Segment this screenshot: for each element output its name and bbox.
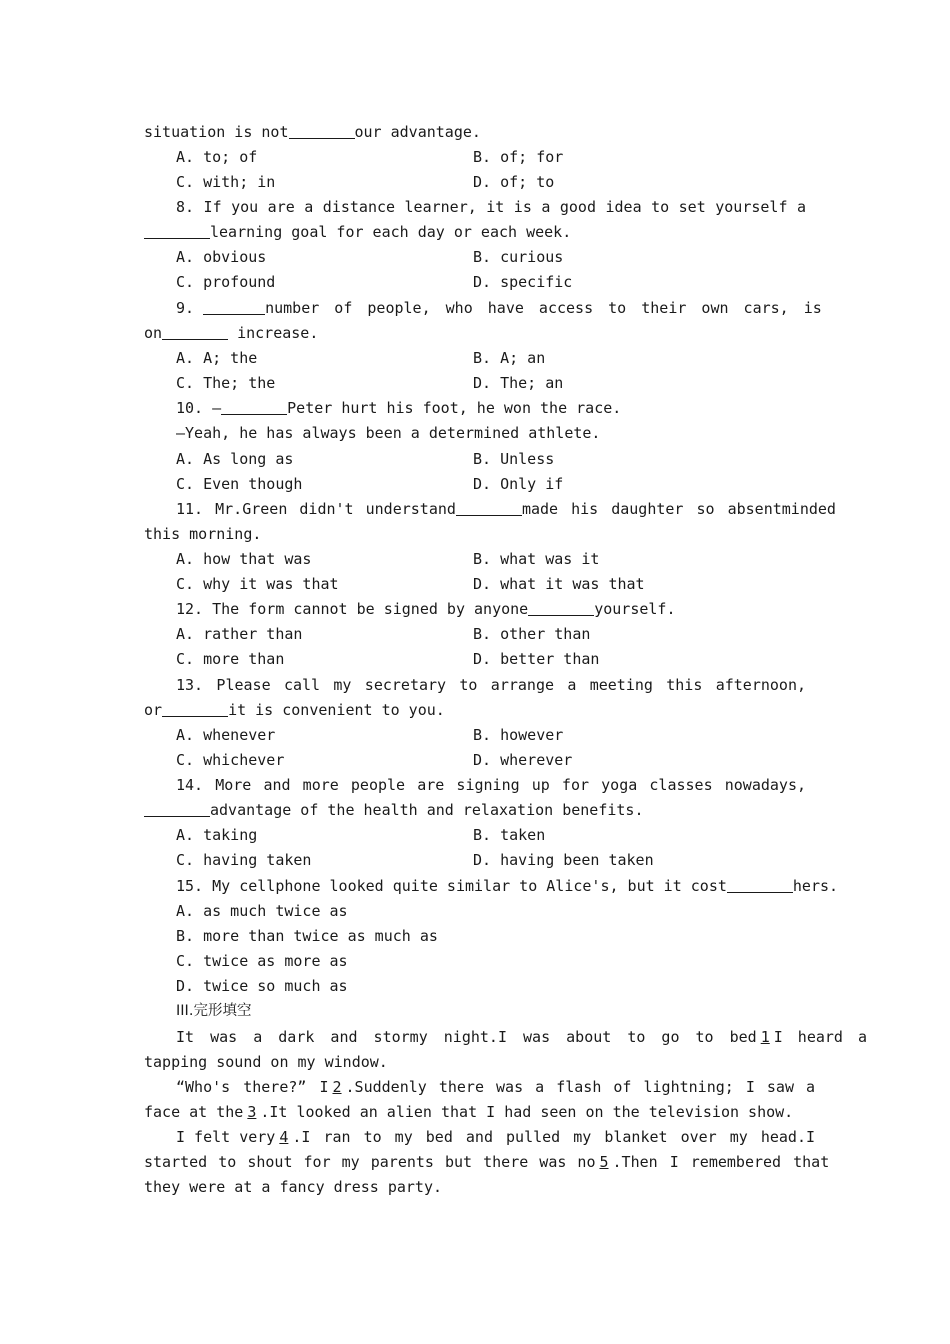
cloze-line-4 <box>144 1100 806 1125</box>
q14-option-c: C. having taken <box>176 851 312 869</box>
q11-blank <box>456 500 522 516</box>
q7-text-a: situation is not <box>144 123 289 141</box>
q7-option-a: A. to; of <box>176 148 258 166</box>
q8-option-d: D. specific <box>473 273 573 291</box>
q10-option-c: C. Even though <box>176 475 303 493</box>
q11-options-row1 <box>176 547 806 572</box>
section-3-heading: III.完形填空 <box>176 1003 252 1019</box>
q12-option-b: B. other than <box>473 625 591 643</box>
q9-option-b: B. A; an <box>473 349 546 367</box>
q14-option-a: A. taking <box>176 826 258 844</box>
q10-option-b: B. Unless <box>473 450 555 468</box>
q15-option-b: B. more than twice as much as <box>176 927 438 945</box>
q8-option-b: B. curious <box>473 248 564 266</box>
q10-options-row1 <box>176 447 806 472</box>
q11-option-c: C. why it was that <box>176 575 339 593</box>
q12-option-d: D. better than <box>473 650 600 668</box>
cloze-text: I heard a <box>773 1028 868 1046</box>
q13-text-or: or <box>144 701 163 719</box>
cloze-line-1 <box>176 1025 868 1050</box>
q13-option-b: B. however <box>473 726 564 744</box>
q15-stem <box>176 874 839 899</box>
q12-text-a: 12. The form cannot be signed by anyone <box>176 600 529 618</box>
q7-options-row2 <box>176 170 806 195</box>
q12-text-b: yourself. <box>594 600 676 618</box>
cloze-text: started to shout for my parents but there was no <box>144 1153 596 1171</box>
q9-option-d: D. The; an <box>473 374 564 392</box>
q7-options-row1 <box>176 145 806 170</box>
q9-blank-2 <box>162 324 228 340</box>
q10-option-a: A. As long as <box>176 450 294 468</box>
q7-option-b: B. of; for <box>473 148 564 166</box>
q9-options-row1 <box>176 346 806 371</box>
q15-option-d: D. twice so much as <box>176 977 348 995</box>
q8-option-a: A. obvious <box>176 248 267 266</box>
q9-number: 9. <box>176 299 195 317</box>
q10-blank <box>221 399 287 415</box>
cloze-line-7: they were at a fancy dress party. <box>144 1178 443 1196</box>
cloze-text: “Who's there?” I <box>176 1078 329 1096</box>
q9-options-row2 <box>176 371 806 396</box>
q7-option-c: C. with; in <box>176 173 276 191</box>
q8-options-row2 <box>176 270 806 295</box>
cloze-text: .I ran to my bed and pulled my blanket over my head.I <box>292 1128 816 1146</box>
cloze-blank-1: 1 <box>760 1028 770 1046</box>
q11-text-a: 11. Mr.Green didn't understand <box>176 500 456 518</box>
cloze-line-6 <box>144 1150 830 1175</box>
cloze-line-5 <box>176 1125 816 1150</box>
q10-text-a: 10. — <box>176 399 222 417</box>
q8-stem-line2 <box>144 220 806 245</box>
q12-blank <box>528 600 594 616</box>
q13-option-c: C. whichever <box>176 751 285 769</box>
q13-option-d: D. wherever <box>473 751 573 769</box>
q11-stem-line2: this morning. <box>144 525 262 543</box>
q8-stem-line1: 8. If you are a distance learner, it is a good idea to set yourself a <box>176 198 806 216</box>
cloze-text: .Then I remembered that <box>612 1153 830 1171</box>
q12-options-row1 <box>176 622 806 647</box>
q14-options-row2 <box>176 848 806 873</box>
cloze-text: I felt very <box>176 1128 276 1146</box>
q9-option-a: A. A; the <box>176 349 258 367</box>
q11-option-b: B. what was it <box>473 550 600 568</box>
q11-text-b: made his daughter so absentminded <box>521 500 836 518</box>
q14-text: advantage of the health and relaxation benefits. <box>210 801 644 819</box>
q11-stem-line1 <box>176 497 836 522</box>
q14-options-row1 <box>176 823 806 848</box>
q15-option-a: A. as much twice as <box>176 902 348 920</box>
cloze-text: .It looked an alien that I had seen on the television show. <box>260 1103 794 1121</box>
q10-option-d: D. Only if <box>473 475 564 493</box>
q9-stem-line2 <box>144 321 806 346</box>
q9-option-c: C. The; the <box>176 374 276 392</box>
q9-blank-1 <box>203 299 265 315</box>
cloze-text: It was a dark and stormy night.I was about to go to bed <box>176 1028 757 1046</box>
cloze-text: face at the <box>144 1103 244 1121</box>
q10-options-row2 <box>176 472 806 497</box>
q9-text-on: on <box>144 324 163 342</box>
q7-blank <box>289 123 355 139</box>
q8-options-row1 <box>176 245 806 270</box>
q12-options-row2 <box>176 647 806 672</box>
q10-stem-line2: —Yeah, he has always been a determined athlete. <box>176 424 601 442</box>
q9-stem-line1 <box>176 296 822 321</box>
q13-options-row2 <box>176 748 806 773</box>
q12-option-c: C. more than <box>176 650 285 668</box>
q12-stem <box>176 597 806 622</box>
q14-stem-line1: 14. More and more people are signing up for yoga classes nowadays, <box>176 776 806 794</box>
q13-option-a: A. whenever <box>176 726 276 744</box>
q7-text-b: our advantage. <box>354 123 481 141</box>
q10-text-b: Peter hurt his foot, he won the race. <box>287 399 622 417</box>
q7-option-d: D. of; to <box>473 173 555 191</box>
q14-blank <box>144 801 210 817</box>
q13-text-b: it is convenient to you. <box>228 701 445 719</box>
q11-option-d: D. what it was that <box>473 575 645 593</box>
cloze-blank-3: 3 <box>247 1103 257 1121</box>
q7-stem-tail <box>144 120 806 145</box>
cloze-text: .Suddenly there was a flash of lightning; I saw a <box>345 1078 816 1096</box>
q13-options-row1 <box>176 723 806 748</box>
q15-text-b: hers. <box>792 877 839 895</box>
cloze-blank-5: 5 <box>599 1153 609 1171</box>
q11-option-a: A. how that was <box>176 550 312 568</box>
q15-option-c: C. twice as more as <box>176 952 348 970</box>
q14-stem-line2 <box>144 798 806 823</box>
q15-blank <box>727 877 793 893</box>
cloze-line-2: tapping sound on my window. <box>144 1053 388 1071</box>
q9-text-a: number of people, who have access to their own cars, is <box>265 299 822 317</box>
q11-options-row2 <box>176 572 806 597</box>
q13-blank <box>162 701 228 717</box>
q13-stem-line1: 13. Please call my secretary to arrange a meeting this afternoon, <box>176 676 806 694</box>
q8-text: learning goal for each day or each week. <box>210 223 572 241</box>
q12-option-a: A. rather than <box>176 625 303 643</box>
q14-option-d: D. having been taken <box>473 851 654 869</box>
q14-option-b: B. taken <box>473 826 546 844</box>
q13-stem-line2 <box>144 698 806 723</box>
q8-option-c: C. profound <box>176 273 276 291</box>
cloze-blank-2: 2 <box>332 1078 342 1096</box>
q9-text-b: increase. <box>228 324 319 342</box>
cloze-line-3 <box>176 1075 816 1100</box>
cloze-blank-4: 4 <box>279 1128 289 1146</box>
q15-text-a: 15. My cellphone looked quite similar to Alice's, but it cost <box>176 877 727 895</box>
q10-stem-line1 <box>176 396 806 421</box>
q8-blank <box>144 223 210 239</box>
